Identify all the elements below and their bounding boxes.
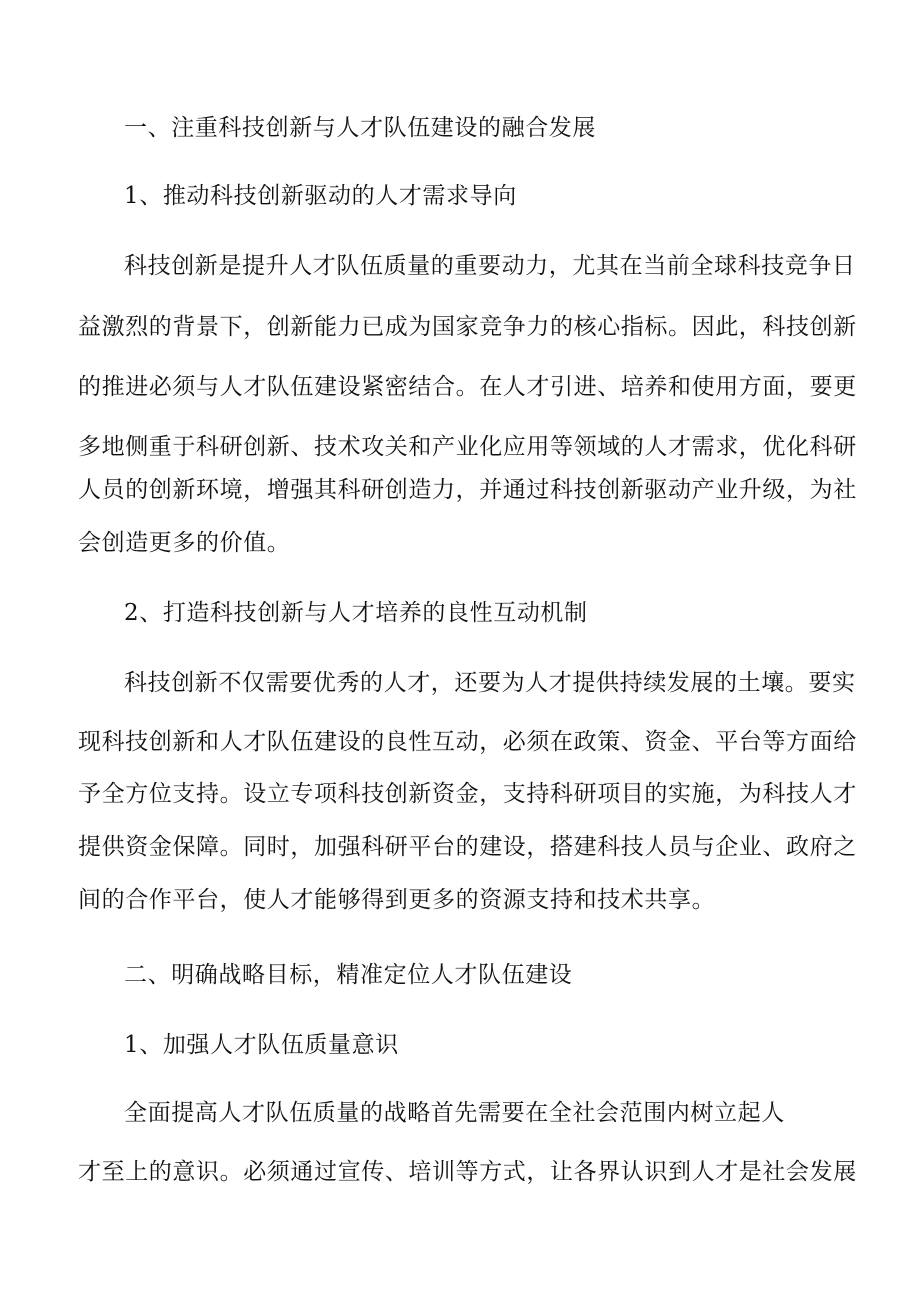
paragraph-line: 会创造更多的价值。 <box>78 530 291 556</box>
section-heading-2: 二、明确战略目标，精准定位人才队伍建设 <box>124 962 573 988</box>
paragraph-line: 予全方位支持。设立专项科技创新资金，支持科研项目的实施，为科技人才 <box>78 781 857 807</box>
paragraph-line: 人员的创新环境，增强其科研创造力，并通过科技创新驱动产业升级，为社 <box>78 477 857 503</box>
paragraph-line: 多地侧重于科研创新、技术攻关和产业化应用等领域的人才需求，优化科研 <box>78 434 857 460</box>
subsection-heading-1-1: 1、推动科技创新驱动的人才需求导向 <box>124 183 517 209</box>
section-heading-1: 一、注重科技创新与人才队伍建设的融合发展 <box>124 115 596 141</box>
paragraph-line: 的推进必须与人才队伍建设紧密结合。在人才引进、培养和使用方面，要更 <box>78 374 857 400</box>
paragraph-line: 科技创新是提升人才队伍质量的重要动力，尤其在当前全球科技竞争日 <box>124 253 856 279</box>
paragraph-line: 提供资金保障。同时，加强科研平台的建设，搭建科技人员与企业、政府之 <box>78 834 857 860</box>
subsection-heading-2-1: 1、加强人才队伍质量意识 <box>124 1032 399 1058</box>
paragraph-line: 全面提高人才队伍质量的战略首先需要在全社会范围内树立起人 <box>124 1100 785 1126</box>
paragraph-line: 间的合作平台，使人才能够得到更多的资源支持和技术共享。 <box>78 887 716 913</box>
paragraph-line: 益激烈的背景下，创新能力已成为国家竞争力的核心指标。因此，科技创新 <box>78 314 857 340</box>
paragraph-line: 现科技创新和人才队伍建设的良性互动，必须在政策、资金、平台等方面给 <box>78 729 857 755</box>
subsection-heading-1-2: 2、打造科技创新与人才培养的良性互动机制 <box>124 600 588 626</box>
paragraph-line: 才至上的意识。必须通过宣传、培训等方式，让各界认识到人才是社会发展 <box>78 1159 857 1185</box>
paragraph-line: 科技创新不仅需要优秀的人才，还要为人才提供持续发展的土壤。要实 <box>124 670 856 696</box>
